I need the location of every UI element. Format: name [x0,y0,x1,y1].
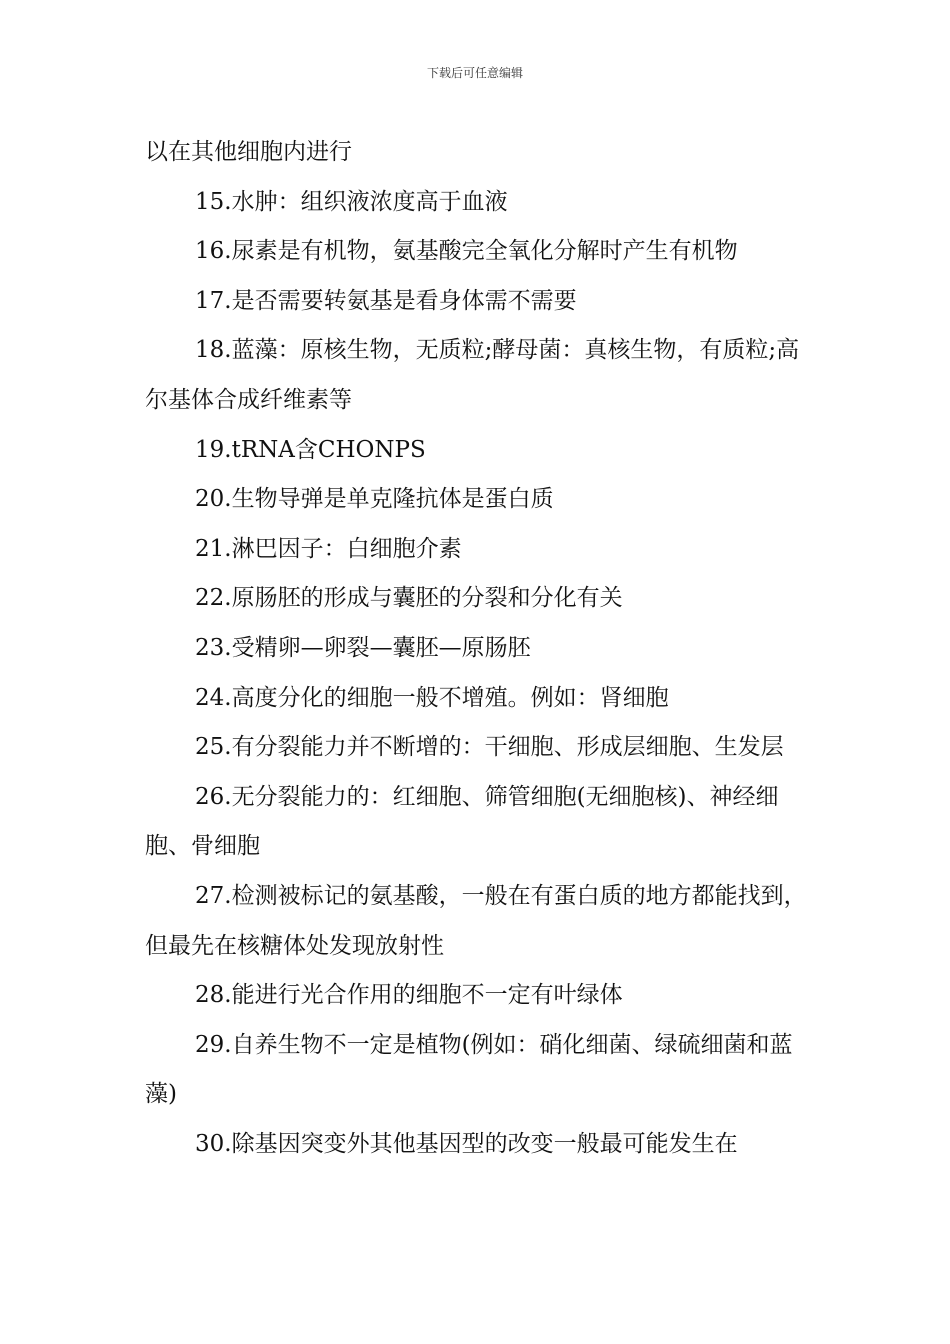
document-body [145,128,809,1169]
list-item-16: 16.尿素是有机物，氨基酸完全氧化分解时产生有机物 [195,238,738,265]
list-item-17: 17.是否需要转氨基是看身体需不需要 [195,287,577,314]
list-item-28: 28.能进行光合作用的细胞不一定有叶绿体 [195,982,623,1009]
list-item-23: 23.受精卵—卵裂—囊胚—原肠胚 [195,634,531,661]
list-item-15: 15.水肿：组织液浓度高于血液 [195,188,508,215]
list-item-25: 25.有分裂能力并不断增的：干细胞、形成层细胞、生发层 [195,734,784,761]
list-item-19: 19.tRNA含CHONPS [195,436,426,463]
paragraph-continuation: 以在其他细胞内进行 [145,139,352,165]
list-item-22: 22.原肠胚的形成与囊胚的分裂和分化有关 [195,585,623,612]
list-item-20: 20.生物导弹是单克隆抗体是蛋白质 [195,486,554,513]
list-item-27: 27.检测被标记的氨基酸，一般在有蛋白质的地方都能找到，但最先在核糖体处发现放射性 [145,882,807,959]
page-header: 下载后可任意编辑 [426,66,523,80]
list-item-30: 30.除基因突变外其他基因型的改变一般最可能发生在 [195,1130,738,1157]
list-item-21: 21.淋巴因子：白细胞介素 [195,535,462,562]
list-item-26: 26.无分裂能力的：红细胞、筛管细胞(无细胞核)、神经细胞、骨细胞 [145,783,779,860]
list-item-18: 18.蓝藻：原核生物，无质粒;酵母菌：真核生物，有质粒;高尔基体合成纤维素等 [145,337,800,413]
list-item-24: 24.高度分化的细胞一般不增殖。例如：肾细胞 [195,684,669,711]
list-item-29: 29.自养生物不一定是植物(例如：硝化细菌、绿硫细菌和蓝藻) [145,1031,793,1108]
